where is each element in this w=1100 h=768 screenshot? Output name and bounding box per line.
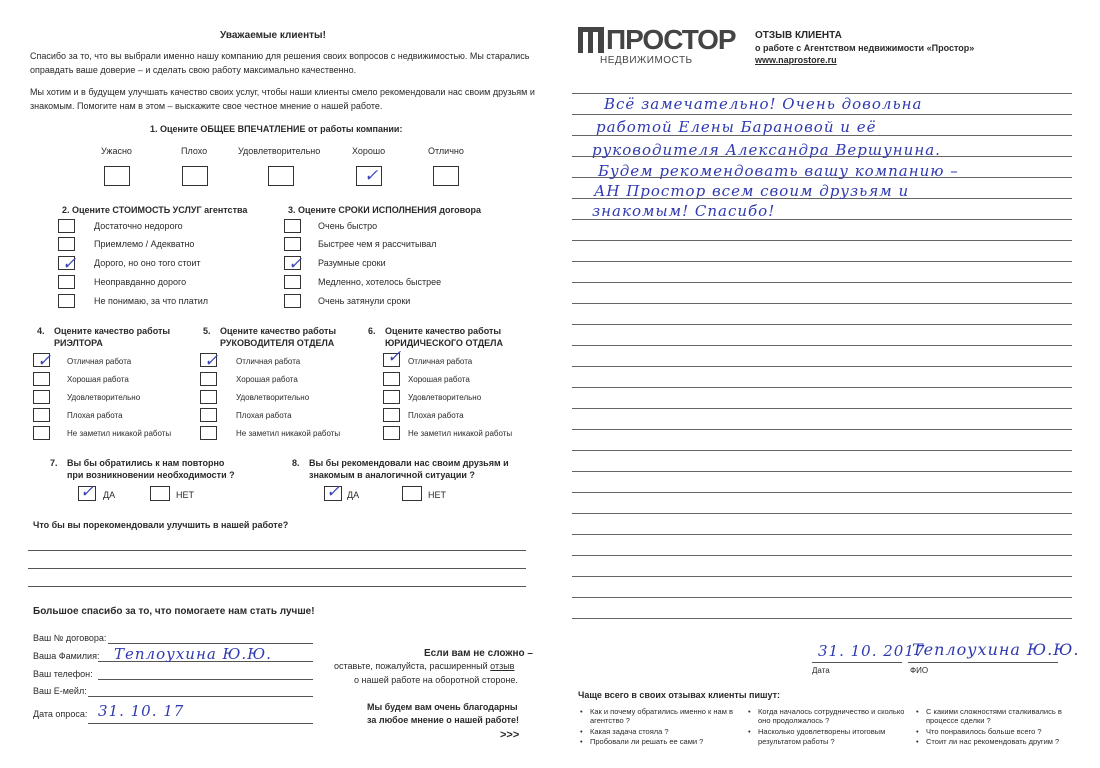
check-mark-icon: ✓ [288,254,303,274]
q6-option-label: Плохая работа [408,411,464,420]
q1-checkbox-excellent[interactable] [433,166,459,186]
q2-option-label: Неоправданно дорого [94,277,187,287]
ruled-line[interactable] [572,597,1072,598]
check-mark-icon: ✓ [37,351,52,371]
q2-option-label: Не понимаю, за что платил [94,296,209,306]
q6-checkbox[interactable] [383,426,400,440]
logo-text: ПРОСТОР [606,24,736,55]
q4-title: Оцените качество работы [54,326,171,336]
answer-line[interactable] [28,568,526,569]
hint-text: Какая задача стояла ? [590,727,669,736]
q8-no-checkbox[interactable] [402,486,422,501]
q4-checkbox[interactable] [33,372,50,386]
q3-option-label: Очень затянули сроки [318,296,411,306]
q6-title: Оцените качество работы [385,326,502,336]
ruled-line[interactable] [572,513,1072,514]
ruled-line[interactable] [572,366,1072,367]
logo-mark-icon [578,27,604,53]
review-line: Всё замечательно! Очень довольна [604,95,923,113]
phone-field[interactable] [98,679,313,680]
hint-text: Когда началось сотрудничество и сколько [758,707,905,716]
review-line: работой Елены Барановой и её [596,118,877,136]
q6-checkbox[interactable] [383,390,400,404]
q5-checkbox[interactable] [200,390,217,404]
intro-line: Мы хотим и в будущем улучшать качество своих услуг, чтобы наши клиенты смело рекомендовали нас своим друзьям и [30,87,535,97]
ruled-line[interactable] [572,93,1072,94]
note-line: Мы будем вам очень благодарны [367,702,518,712]
hint-text: Что понравилось больше всего ? [926,727,1042,736]
ruled-line[interactable] [572,450,1072,451]
q1-option-label: Плохо [181,146,208,156]
q7-yes-label: ДА [103,490,116,500]
q2-checkbox[interactable] [58,275,75,289]
hints-title: Чаще всего в своих отзывах клиенты пишут: [578,690,781,700]
check-mark-icon: ✓ [80,482,95,502]
header-url: www.naprostore.ru [755,55,837,65]
q8-title: Вы бы рекомендовали нас своим друзьям и [309,458,509,468]
ruled-line[interactable] [572,387,1072,388]
q3-option-label: Очень быстро [318,221,378,231]
q3-option-label: Медленно, хотелось быстрее [318,277,442,287]
q4-number: 4. [37,326,45,336]
header-title: ОТЗЫВ КЛИЕНТА [755,30,842,41]
ruled-line[interactable] [572,240,1072,241]
ruled-line[interactable] [572,114,1072,115]
fio-line [908,662,1058,663]
q5-option-label: Хорошая работа [236,375,298,384]
q1-checkbox-satisfactory[interactable] [268,166,294,186]
date-line [812,662,902,663]
q5-number: 5. [203,326,211,336]
fio-caption: ФИО [910,666,929,675]
contract-label: Ваш № договора: [33,633,107,643]
improve-question: Что бы вы порекомендовали улучшить в нашей работе? [33,520,289,530]
ruled-line[interactable] [572,555,1072,556]
date-value[interactable]: 31. 10. 17 [98,702,185,720]
hint-bullet: • [748,727,751,736]
q6-option-label: Хорошая работа [408,375,470,384]
answer-line[interactable] [28,586,526,587]
q1-option-label: Хорошо [352,146,386,156]
surname-label: Ваша Фамилия: [33,651,100,661]
q6-checkbox[interactable] [383,408,400,422]
note-line: о нашей работе на оборотной стороне. [354,675,518,685]
q5-option-label: Не заметил никакой работы [236,429,341,438]
email-field[interactable] [88,696,313,697]
q7-no-label: НЕТ [176,490,194,500]
hint-text: С какими сложностями сталкивались в [926,707,1062,716]
q4-option-label: Удовлетворительно [67,393,141,402]
q5-option-label: Удовлетворительно [236,393,310,402]
ruled-line[interactable] [572,408,1072,409]
intro-line: Спасибо за то, что вы выбрали именно нашу компанию для решения своих вопросов с недвижимостью. Мы старались [30,51,530,61]
hint-text: агентство ? [590,716,630,725]
q7-number: 7. [50,458,58,468]
ruled-line[interactable] [572,429,1072,430]
q2-option-label: Дорого, но оно того стоит [94,258,201,268]
q5-checkbox[interactable] [200,372,217,386]
q4-option-label: Хорошая работа [67,375,129,384]
q3-option-label: Разумные сроки [318,258,386,268]
q1-option-label: Ужасно [101,146,132,156]
header-subtitle: о работе с Агентством недвижимости «Простор» [755,43,975,53]
q5-checkbox[interactable] [200,426,217,440]
ruled-line[interactable] [572,534,1072,535]
q5-option-label: Отличная работа [236,357,301,366]
signature: Теплоухина Ю.Ю. [912,640,1080,659]
note-link: отзыв [490,661,515,671]
note-text: оставьте, пожалуйста, расширенный [334,661,491,671]
q6-checkbox[interactable] [383,372,400,386]
thanks-text: Большое спасибо за то, что помогаете нам стать лучше! [33,606,315,617]
review-line: Будем рекомендовать вашу компанию – [598,162,959,180]
q7-no-checkbox[interactable] [150,486,170,501]
hint-bullet: • [580,707,583,716]
note-line [334,661,514,672]
date-label: Дата опроса: [33,709,88,719]
q5-title: РУКОВОДИТЕЛЯ ОТДЕЛА [220,338,335,348]
hint-text: процессе сделки ? [926,716,991,725]
hint-text: Пробовали ли решать ее сами ? [590,737,704,746]
check-mark-icon: ✓ [387,347,402,367]
q4-option-label: Не заметил никакой работы [67,429,172,438]
review-line: знакомым! Спасибо! [592,202,776,220]
review-line: АН Простор всем своим друзьям и [594,182,910,200]
hint-bullet: • [916,727,919,736]
q6-number: 6. [368,326,376,336]
phone-label: Ваш телефон: [33,669,93,679]
ruled-line[interactable] [572,492,1072,493]
ruled-line[interactable] [572,282,1072,283]
hint-text: Стоит ли нас рекомендовать другим ? [926,737,1060,746]
q4-checkbox[interactable] [33,390,50,404]
q3-checkbox[interactable] [284,275,301,289]
surname-value[interactable]: Теплоухина Ю.Ю. [114,645,272,663]
q4-title: РИЭЛТОРА [54,338,103,348]
q2-checkbox[interactable] [58,237,75,251]
q1-title: 1. Оцените ОБЩЕЕ ВПЕЧАТЛЕНИЕ от работы компании: [150,124,403,134]
hint-bullet: • [916,737,919,746]
answer-line[interactable] [28,550,526,551]
q3-checkbox[interactable] [284,294,301,308]
q4-checkbox[interactable] [33,408,50,422]
q6-option-label: Удовлетворительно [408,393,482,402]
q1-checkbox-bad[interactable] [182,166,208,186]
ruled-line[interactable] [572,303,1072,304]
q3-checkbox[interactable] [284,237,301,251]
q7-title: при возникновении необходимости ? [67,470,235,480]
ruled-line[interactable] [572,618,1072,619]
q6-option-label: Не заметил никакой работы [408,429,513,438]
arrows-icon: >>> [500,729,520,741]
check-mark-icon: ✓ [204,351,219,371]
ruled-line[interactable] [572,345,1072,346]
q2-checkbox[interactable] [58,294,75,308]
ruled-line[interactable] [572,471,1072,472]
page-title: Уважаемые клиенты! [220,30,326,41]
hint-bullet: • [580,737,583,746]
q2-title: 2. Оцените СТОИМОСТЬ УСЛУГ агентства [62,205,248,215]
q7-title: Вы бы обратились к нам повторно [67,458,225,468]
q2-checkbox[interactable] [58,219,75,233]
q8-number: 8. [292,458,300,468]
note-line: за любое мнение о нашей работе! [367,715,520,725]
q6-option-label: Отличная работа [408,357,473,366]
q5-option-label: Плохая работа [236,411,292,420]
q4-checkbox[interactable] [33,426,50,440]
logo-subtitle: НЕДВИЖИМОСТЬ [600,55,693,66]
contract-field[interactable] [108,643,313,644]
q3-option-label: Быстрее чем я рассчитывал [318,239,437,249]
check-mark-icon: ✓ [364,166,379,186]
q6-title: ЮРИДИЧЕСКОГО ОТДЕЛА [385,338,503,348]
q3-title: 3. Оцените СРОКИ ИСПОЛНЕНИЯ договора [288,205,481,215]
hint-text: результатом работы ? [758,737,835,746]
email-label: Ваш Е-мейл: [33,686,87,696]
note-line: Если вам не сложно – [424,648,533,659]
hint-text: оно продолжалось ? [758,716,830,725]
q2-option-label: Приемлемо / Адекватно [94,239,195,249]
hint-bullet: • [748,707,751,716]
review-line: руководителя Александра Вершунина. [592,141,941,159]
ruled-line[interactable] [572,576,1072,577]
q8-title: знакомым в аналогичной ситуации ? [309,470,475,480]
q1-option-label: Отлично [428,146,464,156]
date-caption: Дата [812,666,830,675]
q2-option-label: Достаточно недорого [94,221,183,231]
check-mark-icon: ✓ [326,482,341,502]
q8-yes-label: ДА [347,490,360,500]
review-date-value: 31. 10. 2017 [818,642,926,660]
q1-option-label: Удовлетворительно [238,146,321,156]
hint-text: Как и почему обратились именно к нам в [590,707,733,716]
q4-option-label: Плохая работа [67,411,123,420]
q5-title: Оцените качество работы [220,326,337,336]
ruled-line[interactable] [572,324,1072,325]
q5-checkbox[interactable] [200,408,217,422]
q4-option-label: Отличная работа [67,357,132,366]
intro-line: знакомым. Помогите нам в этом – выскажите свое честное мнение о нашей работе. [30,101,383,111]
hint-bullet: • [580,727,583,736]
hint-text: Насколько удовлетворены итоговым [758,727,886,736]
hint-bullet: • [916,707,919,716]
check-mark-icon: ✓ [62,254,77,274]
date-field-line [88,723,313,724]
ruled-line[interactable] [572,261,1072,262]
q3-checkbox[interactable] [284,219,301,233]
q8-no-label: НЕТ [428,490,446,500]
q1-checkbox-awful[interactable] [104,166,130,186]
intro-line: оправдать ваше доверие – и сделать свою работу максимально качественно. [30,65,357,75]
